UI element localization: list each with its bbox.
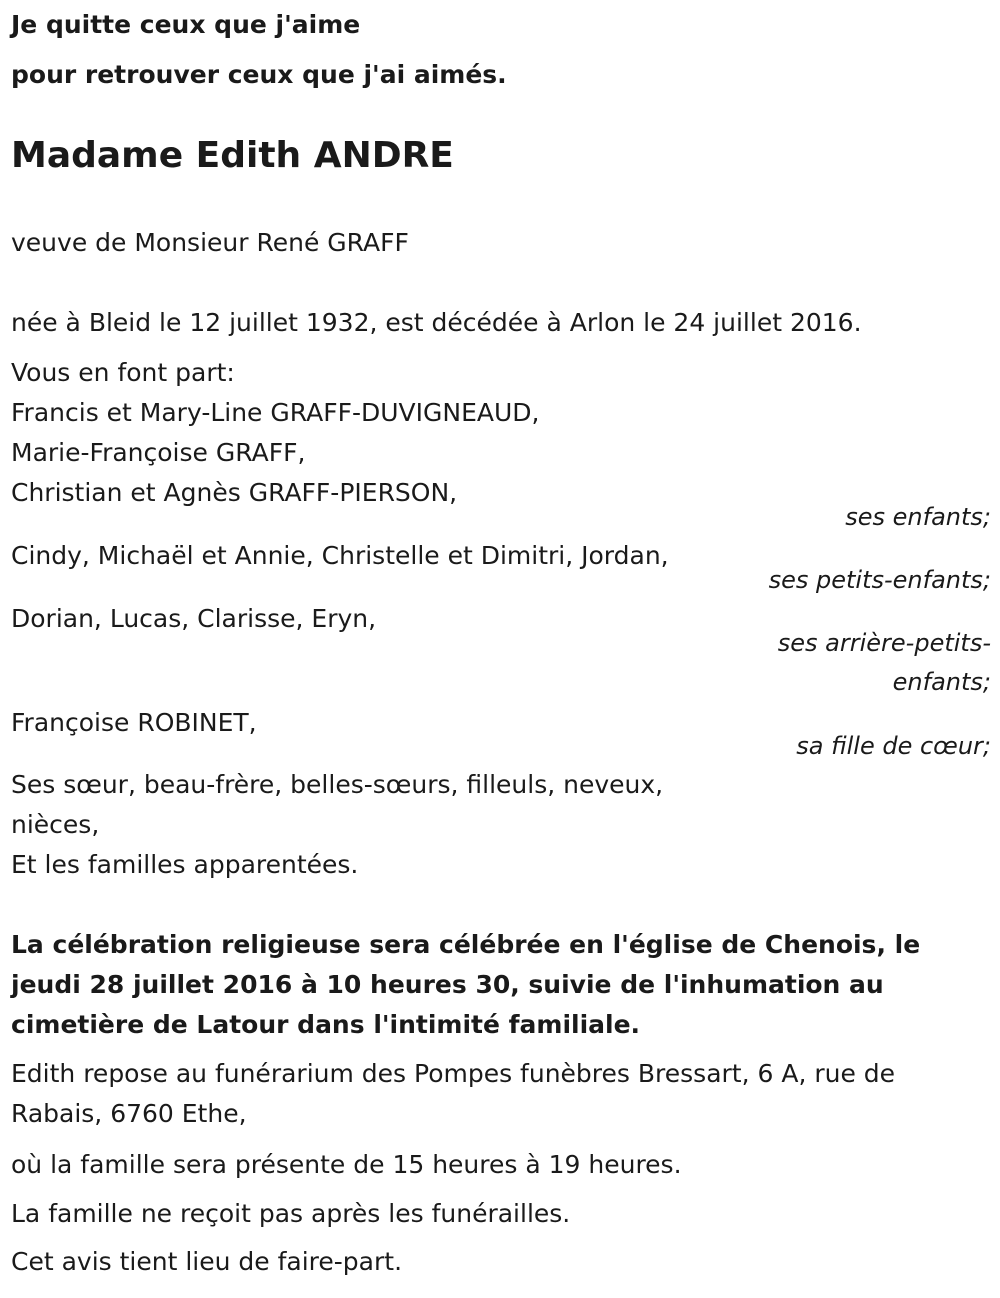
funerarium-info: Edith repose au funérarium des Pompes funèbres Bressart, 6 A, rue de Rabais, 6760 Ethe, — [11, 1059, 896, 1128]
relatives-line-2: nièces, — [11, 810, 100, 839]
visiting-hours: où la famille sera présente de 15 heures à 19 heures. — [11, 1150, 682, 1179]
great-grandchildren-names: Dorian, Lucas, Clarisse, Eryn, — [11, 604, 377, 633]
heart-daughter-name: Françoise ROBINET, — [11, 708, 257, 737]
relatives-line-1: Ses sœur, beau-frère, belles-sœurs, filleuls, neveux, — [11, 770, 664, 799]
heart-daughter-relation: sa fille de cœur; — [796, 732, 991, 760]
grandchildren-names: Cindy, Michaël et Annie, Christelle et Dimitri, Jordan, — [11, 541, 669, 570]
children-name-1: Francis et Mary-Line GRAFF-DUVIGNEAUD, — [11, 398, 540, 427]
deceased-name: Madame Edith ANDRE — [11, 135, 454, 176]
children-name-3: Christian et Agnès GRAFF-PIERSON, — [11, 478, 458, 507]
grandchildren-relation: ses petits-enfants; — [768, 566, 991, 594]
children-relation: ses enfants; — [845, 503, 991, 531]
faire-part-notice: Cet avis tient lieu de faire-part. — [11, 1247, 403, 1276]
great-grandchildren-relation-2: enfants; — [892, 668, 991, 696]
great-grandchildren-relation-1: ses arrière-petits- — [777, 629, 991, 657]
birth-death-info: née à Bleid le 12 juillet 1932, est décédée à Arlon le 24 juillet 2016. — [11, 308, 862, 337]
relatives-line-3: Et les familles apparentées. — [11, 850, 359, 879]
no-reception-notice: La famille ne reçoit pas après les funérailles. — [11, 1199, 571, 1228]
announcement-intro: Vous en font part: — [11, 358, 235, 387]
widow-of: veuve de Monsieur René GRAFF — [11, 228, 409, 257]
ceremony-info: La célébration religieuse sera célébrée en l'église de Chenois, le jeudi 28 juillet 2016 à 10 heures 30, suivie de l'inhumation au cimetière de Latour dans l'intimité familiale. — [11, 930, 921, 1039]
children-name-2: Marie-Françoise GRAFF, — [11, 438, 306, 467]
epitaph-line-2: pour retrouver ceux que j'ai aimés. — [11, 60, 507, 89]
epitaph-line-1: Je quitte ceux que j'aime — [11, 10, 361, 39]
